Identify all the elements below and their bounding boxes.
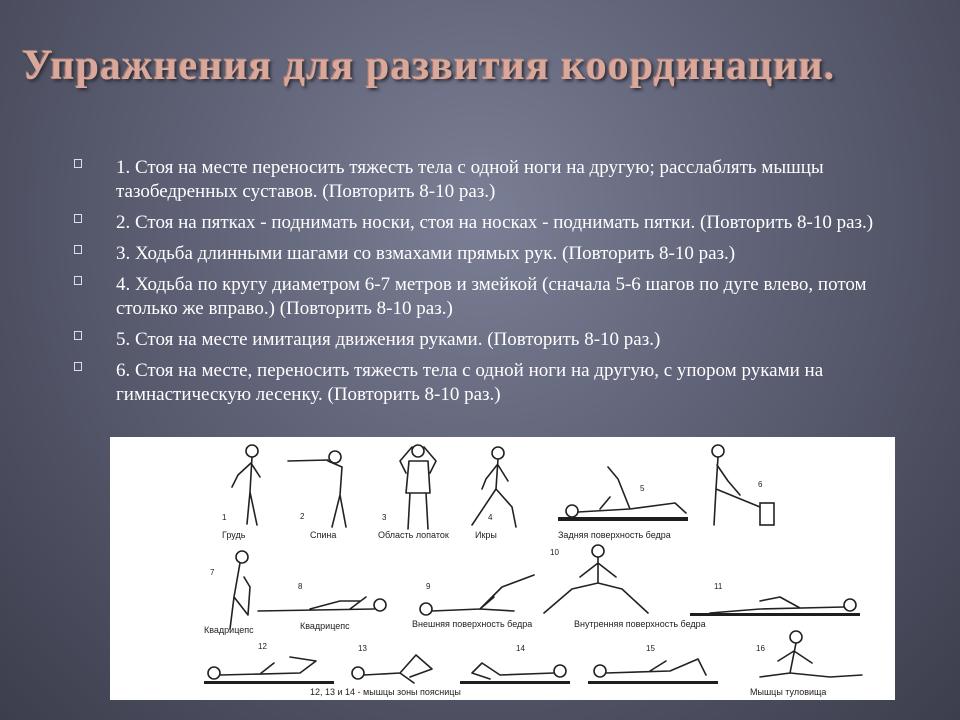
figure-number: 8 bbox=[298, 582, 303, 591]
figure-body bbox=[606, 659, 706, 675]
figure-number: 6 bbox=[758, 480, 763, 489]
figure-body bbox=[258, 597, 374, 611]
figure-number: 7 bbox=[210, 568, 215, 577]
figure-body bbox=[472, 663, 554, 679]
square-bullet-icon bbox=[74, 276, 82, 285]
figure-number: 1 bbox=[222, 513, 227, 522]
figure-head bbox=[492, 447, 504, 459]
list-item-text: 6. Стоя на месте, переносить тяжесть тела с одной ноги на другую, с упором руками на гимнастическую лесенку. (Повторить 8-10 раз.) bbox=[116, 360, 824, 405]
list-item-text: 4. Ходьба по кругу диаметром 6-7 метров и змейкой (сначала 5-6 шагов по дуге влево, потом столько же вправо.) (Повторить 8-10 раз.) bbox=[116, 274, 867, 319]
list-item bbox=[70, 211, 930, 235]
exercise-figure-lower-back-12 bbox=[204, 657, 334, 684]
exercise-figure-shoulder-blades bbox=[400, 445, 436, 529]
figure-head bbox=[844, 599, 856, 611]
exercise-figure-calves bbox=[472, 447, 516, 527]
exercise-mat bbox=[558, 517, 688, 521]
exercise-figure-leg-on-block bbox=[712, 445, 774, 525]
figure-label: Грудь bbox=[222, 530, 246, 540]
figure-head bbox=[594, 665, 606, 677]
exercise-figure-inner-thigh bbox=[544, 545, 648, 613]
figure-number: 15 bbox=[646, 644, 655, 653]
square-bullet-icon bbox=[74, 331, 82, 340]
figure-number: 4 bbox=[488, 513, 493, 522]
exercise-figure-back bbox=[288, 451, 346, 527]
figure-head bbox=[592, 545, 604, 557]
figure-caption: 12, 13 и 14 - мышцы зоны поясницы bbox=[310, 687, 461, 697]
square-bullet-icon bbox=[74, 362, 82, 371]
stretching-illustration bbox=[110, 437, 895, 700]
list-item bbox=[70, 156, 930, 204]
figure-number: 16 bbox=[756, 644, 765, 653]
slide-title: Упражнения для развития координации. bbox=[22, 43, 836, 89]
figure-head bbox=[420, 603, 432, 615]
figure-label: Мышцы туловища bbox=[750, 687, 827, 697]
exercise-figure-lying-knees bbox=[588, 659, 718, 684]
figure-body bbox=[472, 459, 516, 527]
exercise-figure-lower-back-14 bbox=[460, 663, 570, 684]
list-item bbox=[70, 273, 930, 321]
figure-label: Область лопаток bbox=[378, 530, 449, 540]
exercise-list bbox=[70, 156, 930, 414]
exercise-mat bbox=[588, 681, 718, 684]
list-item-text: 5. Стоя на месте имитация движения руками. (Повторить 8-10 раз.) bbox=[116, 329, 661, 350]
figure-head bbox=[352, 667, 364, 679]
figure-body bbox=[760, 643, 862, 677]
figure-number: 10 bbox=[550, 548, 559, 557]
figure-label: Квадрицепс bbox=[204, 625, 254, 635]
figure-label: Квадрицепс bbox=[300, 621, 350, 631]
figure-head bbox=[412, 445, 424, 457]
figure-number: 5 bbox=[640, 484, 645, 493]
exercise-mat bbox=[690, 613, 860, 616]
figure-number: 3 bbox=[382, 513, 387, 522]
figure-body bbox=[544, 557, 648, 613]
figure-head bbox=[554, 665, 566, 677]
exercise-figure-chest bbox=[232, 445, 260, 525]
figure-body bbox=[432, 575, 534, 611]
list-item-text: 2. Стоя на пятках - поднимать носки, стоя на носках - поднимать пятки. (Повторить 8-10 раз.) bbox=[116, 212, 874, 233]
figure-head bbox=[712, 445, 724, 457]
figure-body bbox=[364, 655, 432, 683]
exercise-figure-quadriceps-standing bbox=[230, 551, 250, 629]
figure-head bbox=[236, 551, 248, 563]
figure-head bbox=[566, 505, 578, 517]
figure-label: Спина bbox=[310, 530, 337, 540]
list-item bbox=[70, 359, 930, 407]
list-item bbox=[70, 328, 930, 352]
figure-label: Внешняя поверхность бедра bbox=[412, 619, 533, 629]
exercise-mat bbox=[204, 681, 334, 684]
figure-label: Задняя поверхность бедра bbox=[558, 530, 671, 540]
figure-number: 12 bbox=[258, 642, 267, 651]
block bbox=[760, 503, 774, 525]
figure-number: 13 bbox=[358, 644, 367, 653]
list-item-text: 1. Стоя на месте переносить тяжесть тела с одной ноги на другую; расслаблять мышцы тазобедренных суставов. (Повторить 8-10 раз.) bbox=[116, 157, 824, 202]
figure-head bbox=[374, 599, 386, 611]
figure-number: 2 bbox=[300, 512, 305, 521]
figure-body bbox=[400, 447, 436, 529]
figure-label: Икры bbox=[475, 530, 497, 540]
exercise-figure-trunk bbox=[760, 631, 862, 677]
figure-number: 11 bbox=[714, 582, 723, 591]
stretching-figures-svg bbox=[110, 437, 895, 700]
figure-body bbox=[714, 457, 760, 525]
figure-number: 14 bbox=[516, 644, 525, 653]
exercise-mat bbox=[460, 681, 570, 684]
figure-head bbox=[329, 451, 341, 463]
figure-body bbox=[288, 460, 346, 527]
exercise-figure-quadriceps-lying bbox=[258, 597, 386, 611]
figure-head bbox=[208, 667, 220, 679]
figure-body bbox=[220, 657, 316, 675]
figure-body bbox=[232, 457, 260, 525]
square-bullet-icon bbox=[74, 214, 82, 223]
figure-head bbox=[246, 445, 258, 457]
list-item bbox=[70, 242, 930, 266]
exercise-figure-lower-back-13 bbox=[352, 655, 432, 683]
square-bullet-icon bbox=[74, 159, 82, 168]
exercise-figure-back-thigh bbox=[558, 467, 688, 521]
list-item-text: 3. Ходьба длинными шагами со взмахами прямых рук. (Повторить 8-10 раз.) bbox=[116, 243, 736, 264]
exercise-figure-outer-thigh bbox=[420, 575, 534, 615]
figure-body bbox=[230, 563, 250, 629]
figure-label: Внутренняя поверхность бедра bbox=[574, 619, 706, 629]
figure-number: 9 bbox=[426, 582, 431, 591]
figure-body bbox=[710, 597, 844, 613]
square-bullet-icon bbox=[74, 245, 82, 254]
exercise-figure-lying-twist bbox=[690, 597, 860, 616]
figure-head bbox=[790, 631, 802, 643]
figure-body bbox=[578, 467, 686, 513]
